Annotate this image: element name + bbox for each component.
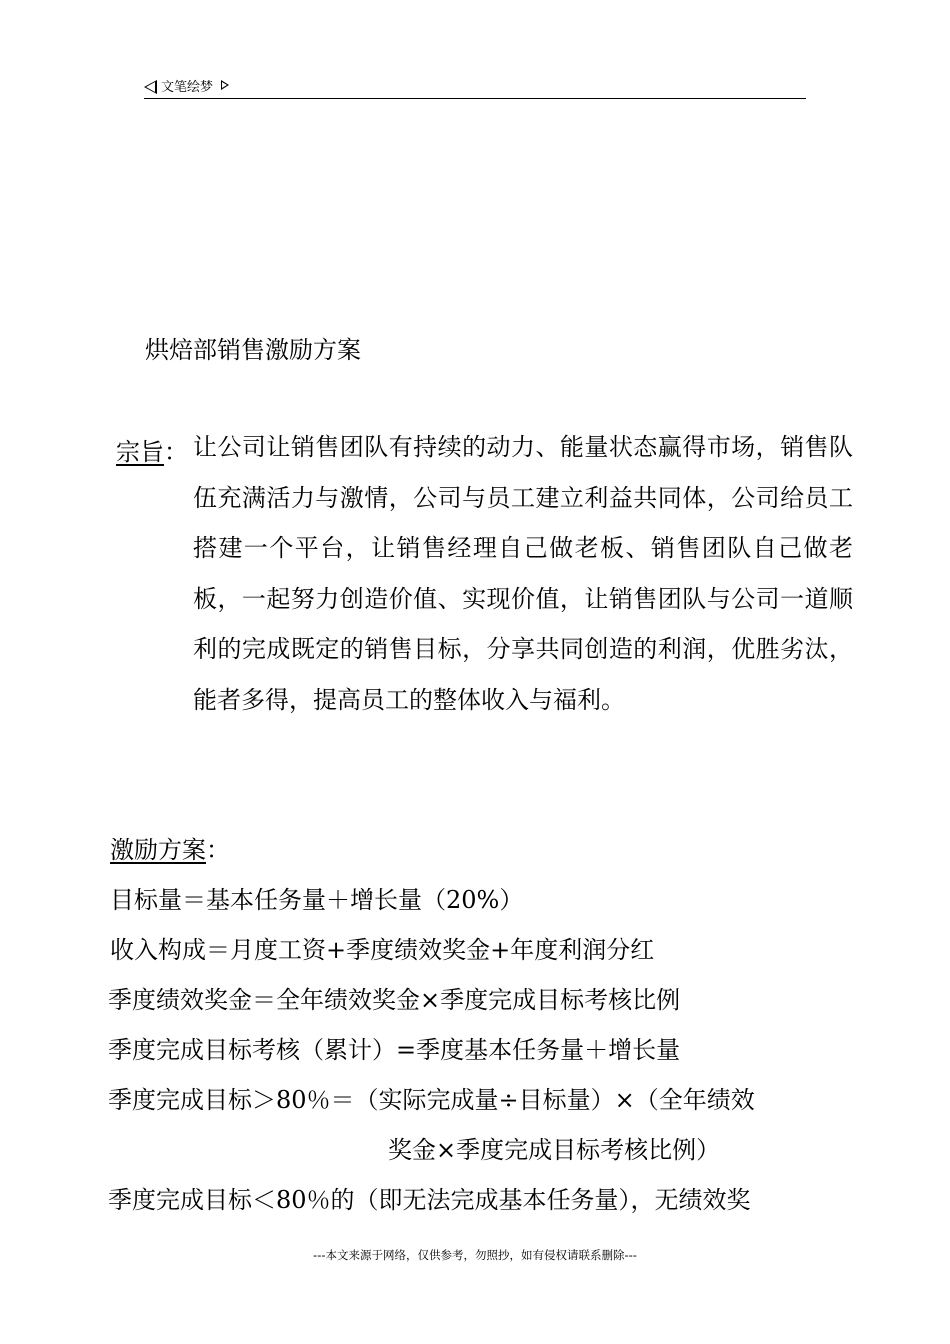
page-header bbox=[144, 74, 806, 99]
formula-quarter-bonus: 季度绩效奖金＝全年绩效奖金×季度完成目标考核比例 bbox=[108, 986, 681, 1014]
header-text: 文笔绘梦 bbox=[161, 80, 214, 95]
formula-above-80: 季度完成目标＞80％＝（实际完成量÷目标量）×（全年绩效 bbox=[108, 1086, 755, 1114]
triangle-right-icon bbox=[221, 80, 229, 90]
triangle-left-icon bbox=[144, 80, 157, 94]
document-title: 烘焙部销售激励方案 bbox=[145, 336, 361, 364]
formula-quarter-assessment: 季度完成目标考核（累计）=季度基本任务量＋增长量 bbox=[108, 1036, 681, 1064]
formula-above-80-continued: 奖金×季度完成目标考核比例） bbox=[388, 1136, 721, 1164]
footer-disclaimer: ---本文来源于网络，仅供参考，勿照抄，如有侵权请联系删除--- bbox=[313, 1248, 637, 1262]
purpose-label: 宗旨 bbox=[116, 438, 164, 466]
purpose-paragraph: 让公司让销售团队有持续的动力、能量状态赢得市场，销售队伍充满活力与激情，公司与员工建立利益共同体，公司给员工搭建一个平台，让销售经理自己做老板、销售团队自己做老板，一起努力创造价值、实现价值，让销售团队与公司一道顺利的完成既定的销售目标，分享共同创造的利润，优胜劣汰，能者多得，提高员工的整体收入与福利。 bbox=[193, 433, 853, 714]
formula-target: 目标量＝基本任务量＋增长量（20%） bbox=[110, 886, 524, 914]
plan-colon: ： bbox=[206, 836, 230, 864]
plan-label: 激励方案 bbox=[110, 836, 206, 864]
formula-below-80: 季度完成目标＜80％的（即无法完成基本任务量），无绩效奖 bbox=[108, 1186, 751, 1214]
header-label-group bbox=[144, 76, 229, 95]
plan-label-group bbox=[110, 830, 230, 865]
purpose-colon: ： bbox=[164, 438, 188, 466]
formula-income: 收入构成＝月度工资+季度绩效奖金+年度利润分红 bbox=[110, 936, 655, 964]
purpose-label-group bbox=[116, 432, 188, 467]
